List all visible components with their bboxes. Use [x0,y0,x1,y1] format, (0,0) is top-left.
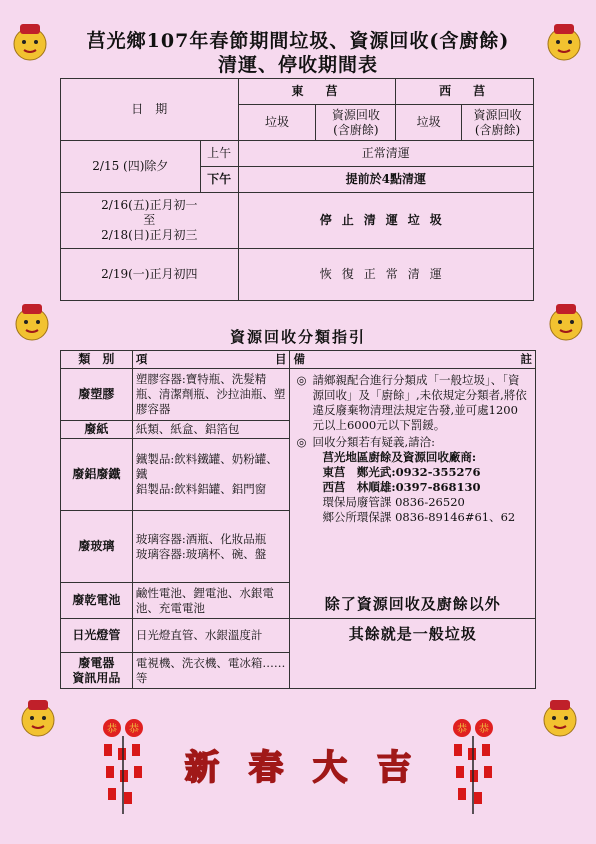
schedule-table [60,78,534,301]
item-glass: 玻璃容器:酒瓶、化妝品瓶 玻璃容器:玻璃杯、碗、盤 [132,511,290,583]
category-metal: 廢鋁廢鐵 [61,439,133,511]
category-battery: 廢乾電池 [61,583,133,619]
category-glass: 廢玻璃 [61,511,133,583]
banner-char: 新 [185,747,219,788]
item-plastic: 塑膠容器:寶特瓶、洗髮精瓶、清潔劑瓶、沙拉油瓶、塑膠容器 [132,369,290,421]
svg-text:恭: 恭 [479,724,489,735]
note-header: 備 註 [290,351,536,369]
recycling-guide-table [60,350,536,689]
category-lamp: 日光燈管 [61,619,133,653]
date-header: 日 期 [61,79,239,141]
lucky-cat-icon [16,696,60,740]
category-electronics: 廢電器 資訊用品 [61,653,133,689]
svg-text:恭: 恭 [129,724,139,735]
svg-text:恭: 恭 [107,724,117,735]
west-recycle-header: 資源回收 (含廚餘) [462,105,534,141]
item-header: 項 目 [132,351,290,369]
row1-pm-label: 下午 [200,167,238,193]
new-year-banner [178,740,418,788]
guide-title: 資源回收分類指引 [229,328,366,346]
item-metal: 鐵製品:飲料鐵罐、奶粉罐、鐵 鋁製品:飲料鋁罐、鋁門窗 [132,439,290,511]
item-lamp: 日光燈直管、水銀溫度計 [132,619,290,653]
row2-text: 停止清運垃圾 [238,193,533,249]
west-garbage-header: 垃圾 [396,105,462,141]
west-header: 西 莒 [396,79,534,105]
note-penalty: 請鄉親配合進行分類成「一般垃圾」、「資源回收」及「廚餘」,未依規定分類者,將依違反廢棄物清理法規定告發,並可處1200元以上6000元以下罰鍰。 [312,373,527,432]
lucky-cat-icon [538,696,582,740]
firecracker-icon [448,718,498,818]
note-contact: 回收分類若有疑義,請洽: [312,435,436,449]
note-township: 鄉公所環保課 0836-89146#61、62 [322,510,516,524]
category-plastic: 廢塑膠 [61,369,133,421]
note-east-contact: 東莒 鄭光武:0932-355276 [322,465,481,479]
category-header: 類 別 [61,351,133,369]
east-garbage-header: 垃圾 [238,105,316,141]
svg-text:恭: 恭 [457,724,467,735]
notes-cell: ◎ 請鄉親配合進行分類成「一般垃圾」、「資源回收」及「廚餘」,未依規定分類者,將依違反廢棄物清理法規定告發,並可處1200元以上6000元以下罰鍰。 ◎ 回收分類若有疑義,請洽: 莒光地區廚餘及資源回收廠商: 東莒 鄭光武:0932-355276 西莒 林順雄:0397-868130 環保局廢管課 0836-26520 鄉公所環保課 0836-89146#61、62 [290,369,536,619]
note-west-contact: 西莒 林順雄:0397-868130 [322,480,481,494]
row3-text: 恢復正常清運 [238,249,533,301]
row1-am-text: 正常清運 [238,141,533,167]
east-recycle-header: 資源回收 (含廚餘) [316,105,396,141]
firecracker-icon [98,718,148,818]
row1-am-label: 上午 [200,141,238,167]
banner-char: 大 [313,747,347,788]
slogan-line2: 其餘就是一般垃圾 [348,625,477,643]
banner-char: 春 [249,747,283,788]
row1-date: 2/15 (四)除夕 [61,141,201,193]
east-header: 東 莒 [238,79,396,105]
item-battery: 鹼性電池、鋰電池、水銀電池、充電電池 [132,583,290,619]
page-subtitle: 清運、停收期間表 [217,54,378,76]
row3-date: 2/19(一)正月初四 [61,249,239,301]
row2-date: 2/16(五)正月初一 至 2/18(日)正月初三 [61,193,239,249]
item-electronics: 電視機、洗衣機、電冰箱……等 [132,653,290,689]
category-paper: 廢紙 [61,421,133,439]
slogan-cell [290,595,536,689]
page-title: 莒光鄉107年春節期間垃圾、資源回收(含廚餘) [86,30,510,52]
item-paper: 紙類、紙盒、鋁箔包 [132,421,290,439]
note-vendor-title: 莒光地區廚餘及資源回收廠商: [322,450,477,464]
note-env-bureau: 環保局廢管課 0836-26520 [322,495,465,509]
banner-char: 吉 [377,747,411,788]
slogan-line1: 除了資源回收及廚餘以外 [324,595,501,613]
row1-pm-text: 提前於4點清運 [238,167,533,193]
